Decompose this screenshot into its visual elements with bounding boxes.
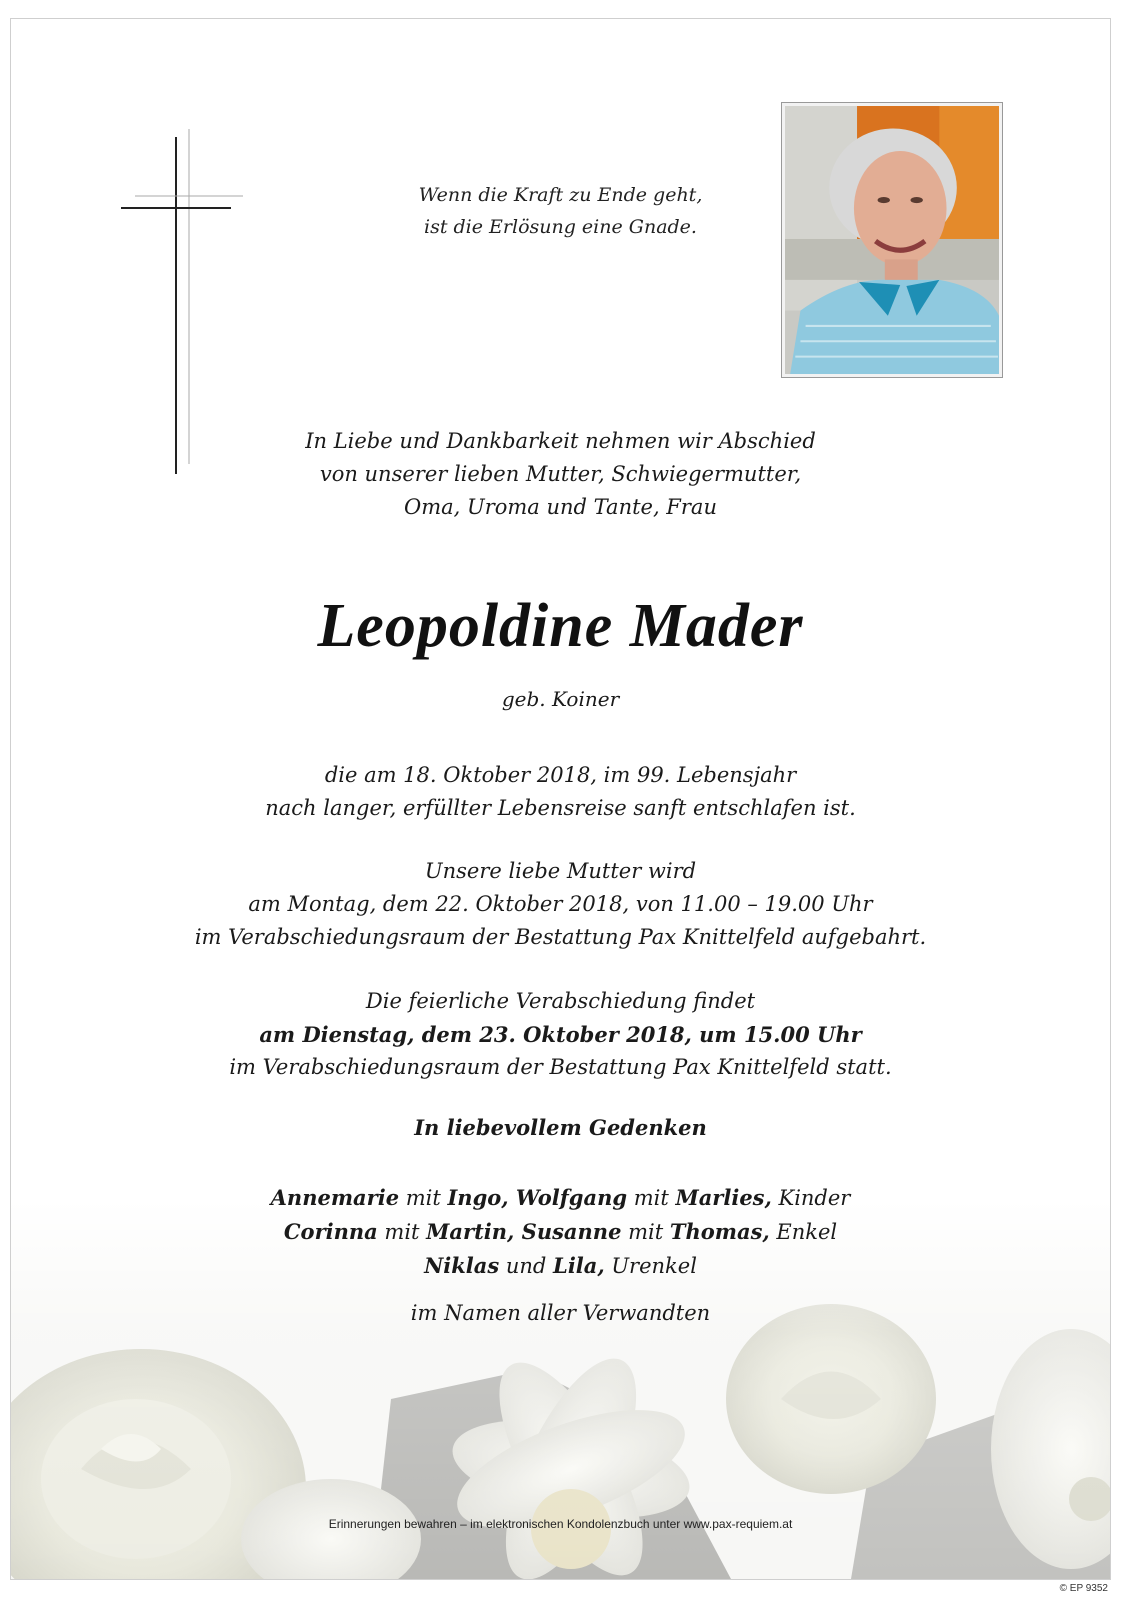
service-line: im Verabschiedungsraum der Bestattung Pax Knittelfeld statt. <box>229 1055 892 1079</box>
connector: mit <box>621 1220 670 1244</box>
family-member: Corinna <box>283 1219 378 1244</box>
family-member: Thomas, <box>669 1219 770 1244</box>
family-member: Marlies, <box>675 1185 772 1210</box>
motto-line: Wenn die Kraft zu Ende geht, <box>418 184 703 206</box>
connector: und <box>499 1254 554 1278</box>
death-line: die am 18. Oktober 2018, im 99. Lebensjahr <box>324 763 797 787</box>
deceased-name: Leopoldine Mader <box>317 592 804 660</box>
family-member: Lila, <box>553 1253 605 1278</box>
family-row-grandchildren <box>11 1215 1110 1249</box>
intro-line: von unserer lieben Mutter, Schwiegermutter, <box>319 462 802 486</box>
family-member: Susanne <box>514 1219 622 1244</box>
death-line: nach langer, erfüllter Lebensreise sanft entschlafen ist. <box>265 796 856 820</box>
family-role: Enkel <box>769 1220 838 1244</box>
wake-line: Unsere liebe Mutter wird <box>424 859 697 883</box>
service-notice <box>11 985 1110 1084</box>
intro-line: Oma, Uroma und Tante, Frau <box>404 495 717 519</box>
service-date: am Dienstag, dem 23. Oktober 2018, um 15.00 Uhr <box>259 1022 862 1047</box>
family-member: Martin, <box>426 1219 515 1244</box>
connector: mit <box>399 1186 448 1210</box>
maiden-name: geb. Koiner <box>501 687 620 711</box>
family-member: Niklas <box>424 1253 500 1278</box>
wake-line: im Verabschiedungsraum der Bestattung Pax Knittelfeld aufgebahrt. <box>194 925 927 949</box>
wake-line: am Montag, dem 22. Oktober 2018, von 11.00 – 19.00 Uhr <box>248 892 873 916</box>
wake-notice <box>11 855 1110 954</box>
service-line: Die feierliche Verabschiedung findet <box>365 989 756 1013</box>
intro-line: In Liebe und Dankbarkeit nehmen wir Abschied <box>305 429 816 453</box>
family-member: Wolfgang <box>508 1185 628 1210</box>
family-role: Urenkel <box>604 1254 697 1278</box>
family-role: Kinder <box>771 1186 851 1210</box>
footer-note: Erinnerungen bewahren – im elektronischen Kondolenzbuch unter www.pax-requiem.at <box>328 1517 793 1531</box>
motto <box>11 179 1110 243</box>
relatives-note: im Namen aller Verwandten <box>410 1301 711 1325</box>
intro-text <box>11 425 1110 524</box>
family-list <box>11 1181 1110 1283</box>
motto-line: ist die Erlösung eine Gnade. <box>424 216 697 238</box>
family-member: Ingo, <box>447 1185 509 1210</box>
family-member: Annemarie <box>270 1185 400 1210</box>
family-row-children <box>11 1181 1110 1215</box>
connector: mit <box>377 1220 427 1244</box>
obituary-page <box>10 18 1111 1580</box>
memory-heading: In liebevollem Gedenken <box>414 1115 707 1140</box>
death-notice <box>11 759 1110 825</box>
family-row-great-grandchildren <box>11 1249 1110 1283</box>
ep-code: © EP 9352 <box>1059 1583 1108 1594</box>
connector: mit <box>627 1186 676 1210</box>
